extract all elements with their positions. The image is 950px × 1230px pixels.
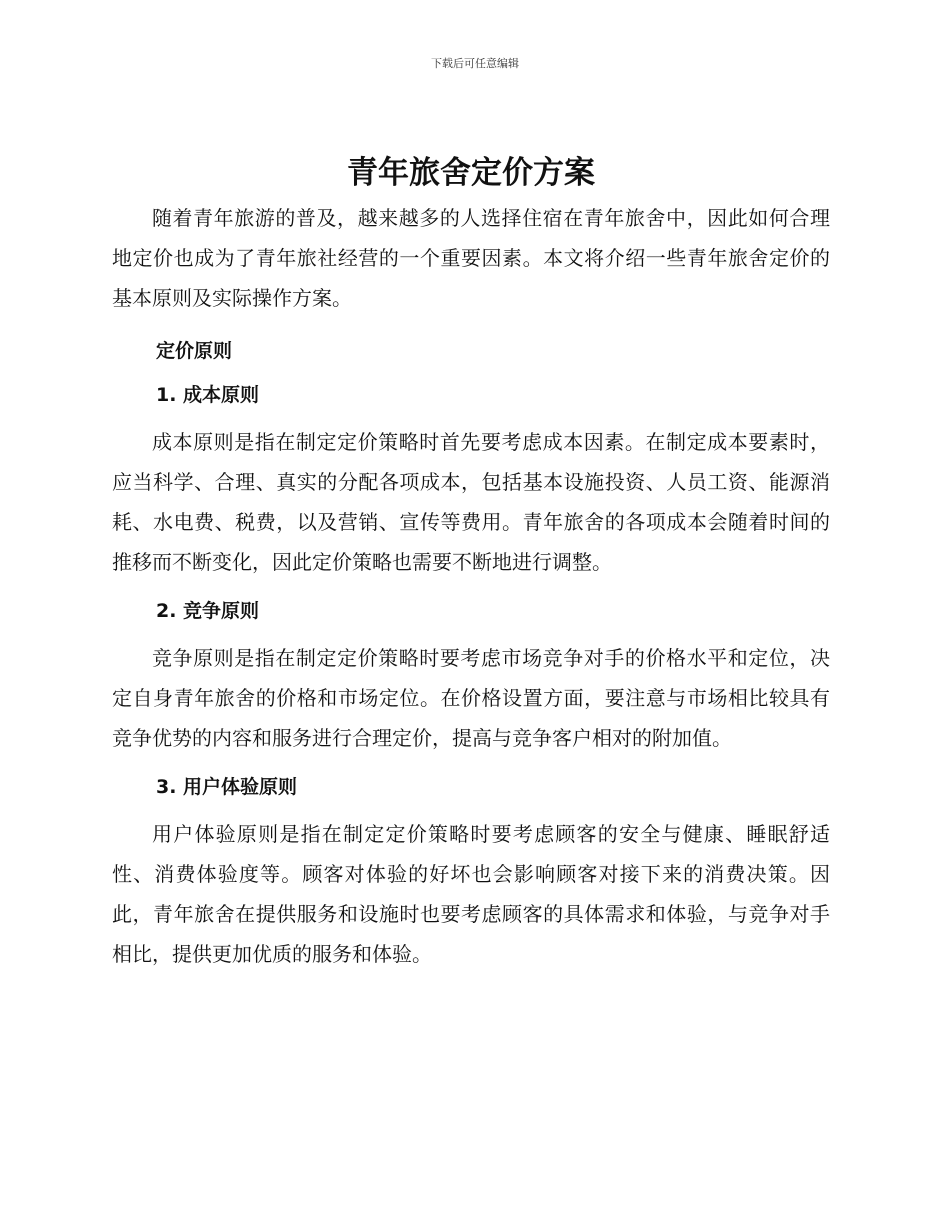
header-note: 下载后可任意编辑 — [431, 57, 519, 70]
intro-paragraph: 随着青年旅游的普及，越来越多的人选择住宿在青年旅舍中，因此如何合理地定价也成为了青年旅社经营的一个重要因素。本文将介绍一些青年旅舍定价的基本原则及实际操作方案。 — [112, 206, 830, 310]
principle-heading-cost: 1. 成本原则 — [156, 384, 260, 406]
principle-heading-user-experience: 3. 用户体验原则 — [156, 776, 298, 798]
document-title: 青年旅舍定价方案 — [347, 155, 595, 191]
principle-body-cost: 成本原则是指在制定定价策略时首先要考虑成本因素。在制定成本要素时，应当科学、合理、真实的分配各项成本，包括基本设施投资、人员工资、能源消耗、水电费、税费，以及营销、宣传等费用。青年旅舍的各项成本会随着时间的推移而不断变化，因此定价策略也需要不断地进行调整。 — [112, 430, 830, 574]
principle-body-competition: 竞争原则是指在制定定价策略时要考虑市场竞争对手的价格水平和定位，决定自身青年旅舍的价格和市场定位。在价格设置方面，要注意与市场相比较具有竞争优势的内容和服务进行合理定价，提高与竞争客户相对的附加值。 — [112, 646, 830, 750]
principle-heading-competition: 2. 竞争原则 — [156, 600, 260, 622]
section-heading-pricing-principles: 定价原则 — [156, 340, 233, 362]
principle-body-user-experience: 用户体验原则是指在制定定价策略时要考虑顾客的安全与健康、睡眠舒适性、消费体验度等。顾客对体验的好坏也会影响顾客对接下来的消费决策。因此，青年旅舍在提供服务和设施时也要考虑顾客的具体需求和体验，与竞争对手相比，提供更加优质的服务和体验。 — [112, 822, 830, 966]
document-page — [112, 150, 830, 974]
